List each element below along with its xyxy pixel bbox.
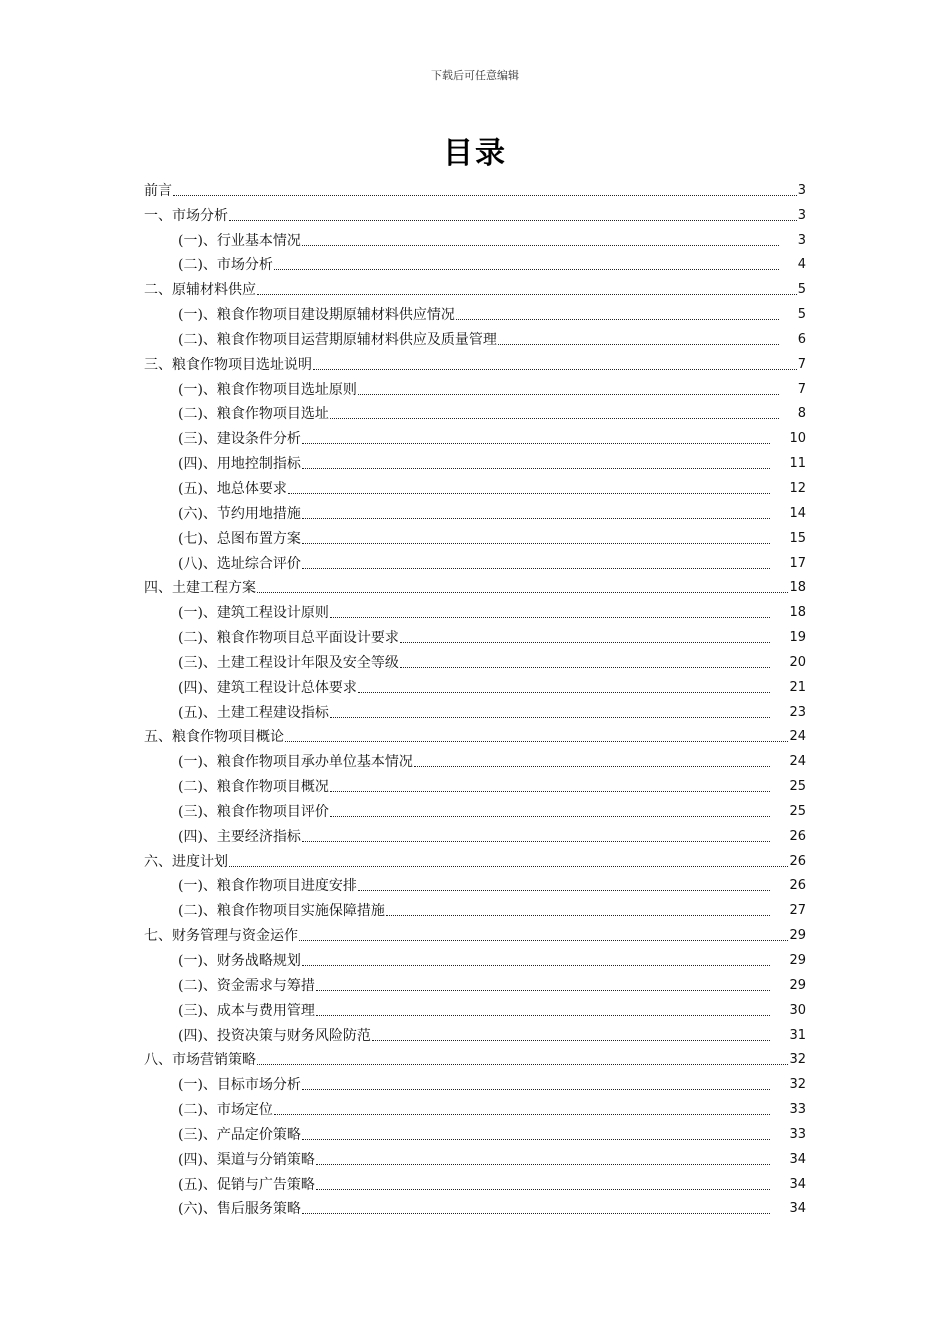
toc-page-number: 30 (789, 1002, 806, 1018)
toc-dot-leader (228, 206, 798, 226)
toc-dot-leader (371, 1026, 772, 1046)
toc-section-entry[interactable] (144, 300, 806, 325)
toc-entry-title: 前言 (144, 182, 172, 199)
toc-entry-title: 三、粮食作物项目选址说明 (144, 356, 312, 373)
toc-page-number: 26 (789, 853, 806, 869)
toc-section-entry[interactable] (144, 772, 806, 797)
toc-section-entry[interactable] (144, 400, 806, 425)
toc-dot-leader (301, 1199, 772, 1219)
toc-chapter-entry[interactable] (144, 574, 806, 599)
toc-section-entry[interactable] (144, 872, 806, 897)
toc-entry-title: 八、市场营销策略 (144, 1052, 256, 1069)
toc-page-number: 10 (789, 431, 806, 447)
toc-entry-title: (六)、节约用地措施 (178, 505, 301, 522)
toc-entry-title: 五、粮食作物项目概论 (144, 729, 284, 746)
toc-page-number: 29 (789, 928, 806, 944)
toc-dot-leader (399, 653, 772, 673)
table-of-contents (144, 176, 806, 1219)
toc-page-number: 31 (789, 1027, 806, 1043)
toc-dot-leader (256, 280, 798, 300)
toc-section-entry[interactable] (144, 648, 806, 673)
toc-page-number: 15 (789, 530, 806, 546)
toc-dot-leader (399, 628, 772, 648)
toc-page-number: 26 (789, 828, 806, 844)
toc-entry-title: (三)、产品定价策略 (178, 1126, 301, 1143)
toc-section-entry[interactable] (144, 946, 806, 971)
toc-entry-title: (三)、粮食作物项目评价 (178, 803, 329, 820)
toc-entry-title: (三)、建设条件分析 (178, 431, 301, 448)
toc-page-number: 33 (789, 1126, 806, 1142)
toc-dot-leader (256, 578, 789, 598)
toc-page-number: 4 (797, 257, 806, 273)
toc-dot-leader (273, 1100, 772, 1120)
toc-dot-leader (301, 951, 772, 971)
toc-section-entry[interactable] (144, 449, 806, 474)
toc-page-number: 26 (789, 878, 806, 894)
toc-dot-leader (273, 255, 780, 275)
toc-section-entry[interactable] (144, 747, 806, 772)
toc-entry-title: (一)、粮食作物项目建设期原辅材料供应情况 (178, 307, 455, 324)
toc-dot-leader (329, 802, 772, 822)
toc-entry-title: (四)、用地控制指标 (178, 456, 301, 473)
toc-page-number: 29 (789, 977, 806, 993)
toc-chapter-entry[interactable] (144, 1046, 806, 1071)
toc-title: 目录 (443, 136, 507, 171)
toc-dot-leader (301, 504, 772, 524)
toc-dot-leader (315, 976, 772, 996)
toc-page-number: 24 (789, 729, 806, 745)
toc-dot-leader (301, 827, 772, 847)
toc-page-number: 18 (789, 580, 806, 596)
toc-page-number: 5 (797, 282, 806, 298)
toc-section-entry[interactable] (144, 822, 806, 847)
toc-dot-leader (287, 479, 772, 499)
toc-entry-title: (六)、售后服务策略 (178, 1201, 301, 1218)
toc-page-number: 33 (789, 1102, 806, 1118)
toc-section-entry[interactable] (144, 1120, 806, 1145)
toc-entry-title: 一、市场分析 (144, 207, 228, 224)
toc-section-entry[interactable] (144, 474, 806, 499)
toc-entry-title: (四)、投资决策与财务风险防范 (178, 1027, 371, 1044)
toc-dot-leader (228, 852, 789, 872)
toc-dot-leader (301, 529, 772, 549)
toc-section-entry[interactable] (144, 251, 806, 276)
toc-page-number: 3 (797, 207, 806, 223)
toc-entry-title: 四、土建工程方案 (144, 580, 256, 597)
toc-entry-title: (八)、选址综合评价 (178, 555, 301, 572)
toc-page-number: 32 (789, 1052, 806, 1068)
toc-chapter-entry[interactable] (144, 921, 806, 946)
toc-page-number: 18 (789, 605, 806, 621)
toc-dot-leader (385, 901, 772, 921)
toc-section-entry[interactable] (144, 896, 806, 921)
toc-entry-title: (二)、市场定位 (178, 1102, 273, 1119)
toc-page-number: 29 (789, 953, 806, 968)
toc-entry-title: 六、进度计划 (144, 853, 228, 870)
toc-chapter-entry[interactable] (144, 847, 806, 872)
toc-dot-leader (315, 1001, 772, 1021)
toc-entry-title: (二)、粮食作物项目概况 (178, 779, 329, 796)
toc-section-entry[interactable] (144, 797, 806, 822)
toc-section-entry[interactable] (144, 623, 806, 648)
toc-page-number: 5 (797, 307, 806, 323)
toc-page-number: 34 (789, 1176, 806, 1192)
toc-section-entry[interactable] (144, 524, 806, 549)
toc-entry-title: (二)、粮食作物项目总平面设计要求 (178, 630, 399, 647)
toc-section-entry[interactable] (144, 1145, 806, 1170)
toc-page-number: 25 (789, 803, 806, 819)
toc-entry-title: (二)、粮食作物项目实施保障措施 (178, 903, 385, 920)
toc-dot-leader (301, 429, 772, 449)
toc-section-entry[interactable] (144, 996, 806, 1021)
toc-dot-leader (312, 355, 798, 375)
toc-page-number: 32 (789, 1077, 806, 1093)
toc-section-entry[interactable] (144, 698, 806, 723)
toc-section-entry[interactable] (144, 673, 806, 698)
toc-dot-leader (455, 305, 780, 325)
toc-chapter-entry[interactable] (144, 201, 806, 226)
toc-dot-leader (301, 231, 780, 251)
toc-page-number: 14 (789, 505, 806, 521)
toc-section-entry[interactable] (144, 375, 806, 400)
toc-section-entry[interactable] (144, 549, 806, 574)
toc-entry-title: (三)、成本与费用管理 (178, 1002, 315, 1019)
toc-entry-title: (一)、粮食作物项目承办单位基本情况 (178, 754, 413, 771)
toc-dot-leader (357, 678, 772, 698)
toc-page-number: 34 (789, 1151, 806, 1167)
toc-section-entry[interactable] (144, 971, 806, 996)
toc-entry-title: (五)、促销与广告策略 (178, 1176, 315, 1193)
toc-page-number: 8 (797, 406, 806, 422)
toc-entry-title: (一)、目标市场分析 (178, 1077, 301, 1094)
toc-entry-title: (一)、粮食作物项目进度安排 (178, 878, 357, 895)
toc-entry-title: (二)、粮食作物项目运营期原辅材料供应及质量管理 (178, 331, 497, 348)
toc-entry-title: (五)、地总体要求 (178, 480, 287, 497)
toc-chapter-entry[interactable] (144, 176, 806, 201)
toc-entry-title: (一)、粮食作物项目选址原则 (178, 381, 357, 398)
toc-dot-leader (357, 876, 772, 896)
toc-page-number: 12 (789, 480, 806, 496)
toc-page-number: 17 (789, 555, 806, 571)
toc-section-entry[interactable] (144, 598, 806, 623)
toc-dot-leader (301, 554, 772, 574)
toc-dot-leader (298, 926, 789, 946)
toc-dot-leader (413, 752, 772, 772)
toc-entry-title: (七)、总图布置方案 (178, 530, 301, 547)
toc-page-number: 34 (789, 1201, 806, 1217)
toc-entry-title: (二)、市场分析 (178, 257, 273, 274)
toc-entry-title: (二)、资金需求与筹措 (178, 977, 315, 994)
header-note: 下载后可任意编辑 (431, 69, 519, 82)
toc-dot-leader (329, 777, 772, 797)
toc-page-number: 24 (789, 754, 806, 770)
toc-dot-leader (301, 454, 772, 474)
toc-page-number: 7 (797, 381, 806, 397)
toc-dot-leader (301, 1075, 772, 1095)
toc-dot-leader (315, 1150, 772, 1170)
toc-page-number: 23 (789, 704, 806, 720)
toc-dot-leader (329, 404, 780, 424)
toc-entry-title: (一)、建筑工程设计原则 (178, 605, 329, 622)
toc-entry-title: 二、原辅材料供应 (144, 282, 256, 299)
toc-section-entry[interactable] (144, 499, 806, 524)
toc-entry-title: (四)、建筑工程设计总体要求 (178, 679, 357, 696)
toc-section-entry[interactable] (144, 325, 806, 350)
toc-entry-title: (四)、主要经济指标 (178, 828, 301, 845)
toc-page-number: 21 (789, 679, 806, 695)
toc-dot-leader (256, 1050, 789, 1070)
toc-chapter-entry[interactable] (144, 275, 806, 300)
toc-section-entry[interactable] (144, 1195, 806, 1220)
toc-entry-title: (四)、渠道与分销策略 (178, 1151, 315, 1168)
toc-section-entry[interactable] (144, 1021, 806, 1046)
toc-section-entry[interactable] (144, 1095, 806, 1120)
toc-entry-title: (一)、行业基本情况 (178, 232, 301, 249)
toc-entry-title: (五)、土建工程建设指标 (178, 704, 329, 721)
toc-page-number: 25 (789, 779, 806, 795)
toc-dot-leader (172, 181, 798, 201)
toc-page-number: 6 (797, 331, 806, 347)
toc-dot-leader (329, 603, 772, 623)
toc-page-number: 20 (789, 654, 806, 670)
toc-entry-title: 七、财务管理与资金运作 (144, 928, 298, 945)
toc-entry-title: (二)、粮食作物项目选址 (178, 406, 329, 423)
toc-chapter-entry[interactable] (144, 723, 806, 748)
toc-section-entry[interactable] (144, 424, 806, 449)
toc-page-number: 11 (789, 456, 806, 472)
toc-page-number: 3 (797, 232, 806, 248)
toc-dot-leader (315, 1175, 772, 1195)
toc-chapter-entry[interactable] (144, 350, 806, 375)
toc-page-number: 7 (797, 356, 806, 372)
toc-page-number: 27 (789, 903, 806, 919)
toc-entry-title: (三)、土建工程设计年限及安全等级 (178, 654, 399, 671)
toc-entry-title: (一)、财务战略规划 (178, 953, 301, 969)
toc-dot-leader (497, 330, 780, 350)
toc-page-number: 3 (797, 182, 806, 198)
toc-dot-leader (329, 703, 772, 723)
toc-page-number: 19 (789, 630, 806, 646)
toc-dot-leader (284, 727, 789, 747)
toc-section-entry[interactable] (144, 226, 806, 251)
toc-dot-leader (357, 380, 780, 400)
toc-section-entry[interactable] (144, 1170, 806, 1195)
toc-section-entry[interactable] (144, 1070, 806, 1095)
toc-dot-leader (301, 1125, 772, 1145)
